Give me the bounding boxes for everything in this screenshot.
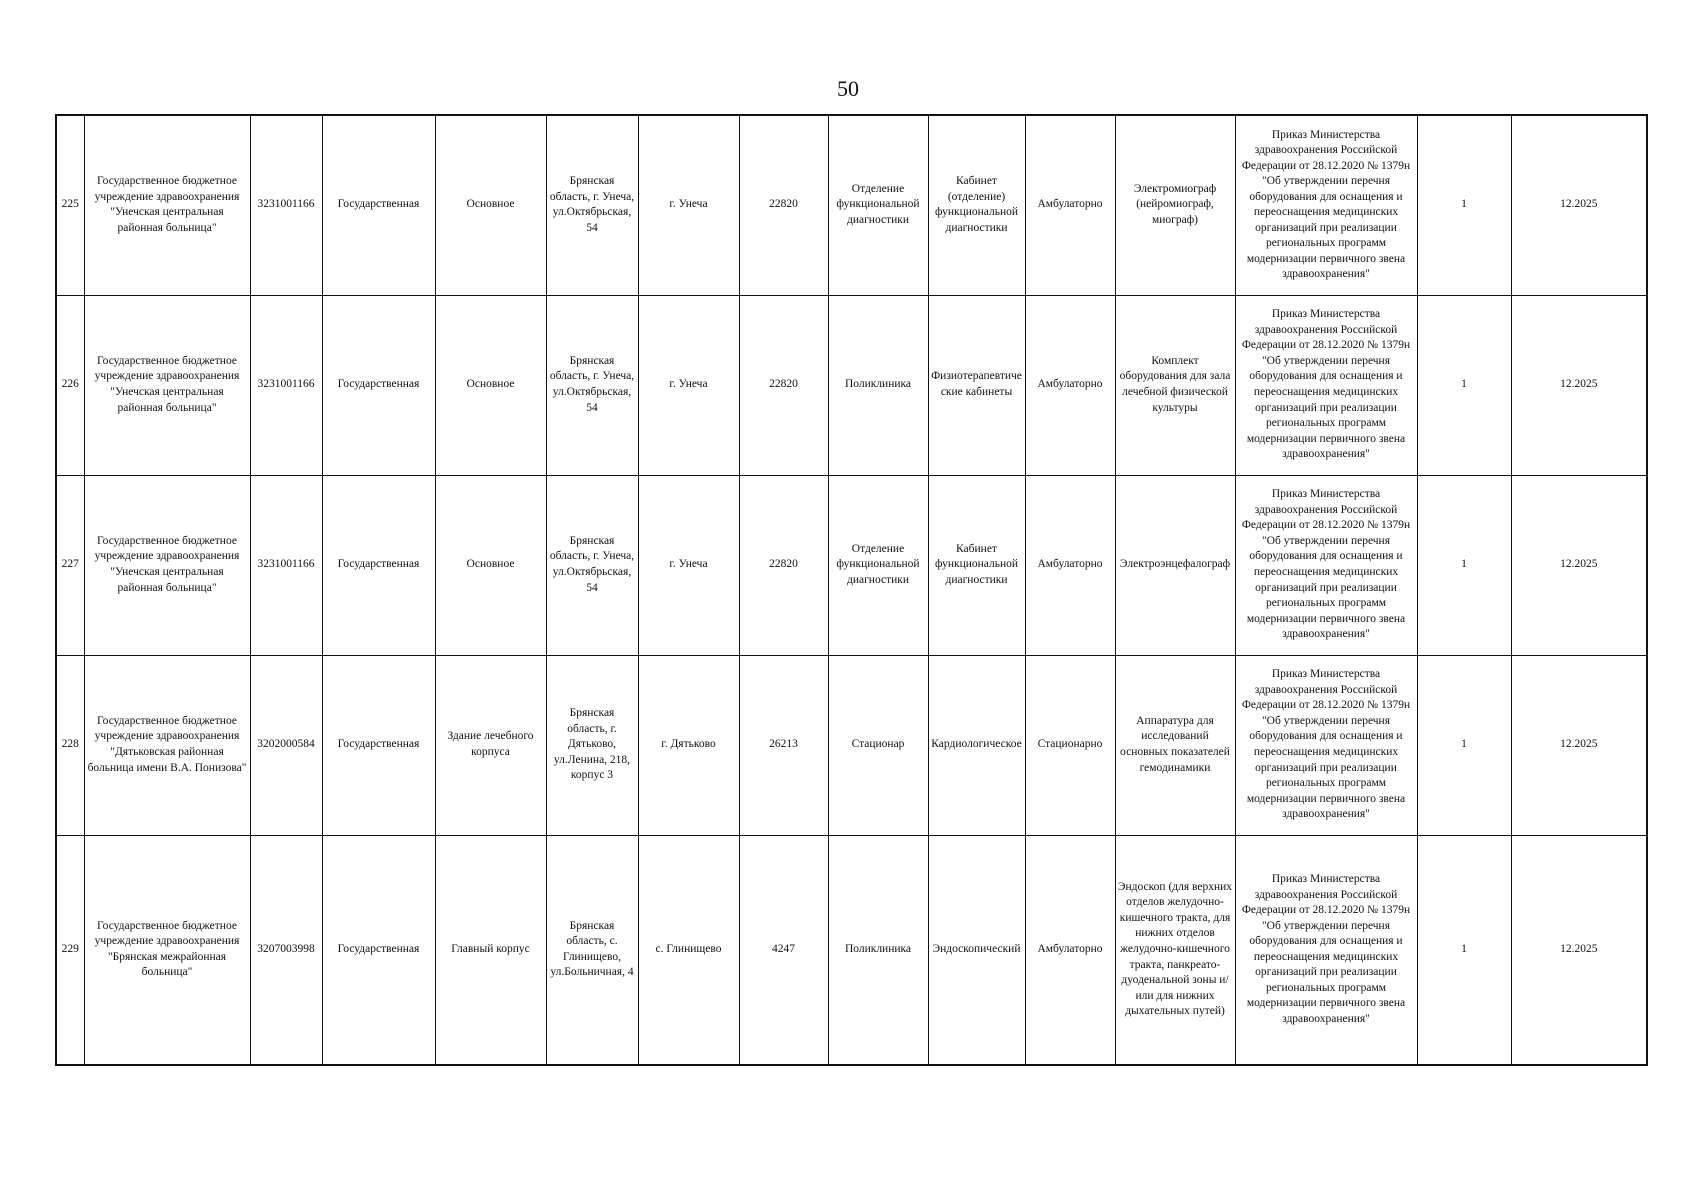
page-number: 50 <box>837 76 859 101</box>
row-number: 226 <box>56 295 84 475</box>
equipment: Комплект оборудования для зала лечебной физической культуры <box>1115 295 1235 475</box>
ownership-form: Государственная <box>322 655 435 835</box>
row-number: 229 <box>56 835 84 1065</box>
organization-name: Государственное бюджетное учреждение здравоохранения "Унечская центральная районная больница" <box>84 115 250 295</box>
organization-name: Государственное бюджетное учреждение здравоохранения "Дятьковская районная больница имени В.А. Понизова" <box>84 655 250 835</box>
delivery-date: 12.2025 <box>1511 295 1647 475</box>
ownership-form: Государственная <box>322 475 435 655</box>
quantity: 1 <box>1417 475 1511 655</box>
cabinet: Кардиологическое <box>928 655 1025 835</box>
ownership-form: Государственная <box>322 115 435 295</box>
delivery-date: 12.2025 <box>1511 655 1647 835</box>
address: Брянская область, г. Унеча, ул.Октябрьская, 54 <box>546 295 638 475</box>
cabinet: Эндоскопический <box>928 835 1025 1065</box>
regulatory-document: Приказ Министерства здравоохранения Российской Федерации от 28.12.2020 № 1379н "Об утверждении перечня оборудования для оснащения и переоснащения медицинских организаций при реализации региональных программ модернизации первичного звена здравоохранения" <box>1235 115 1417 295</box>
organization-name: Государственное бюджетное учреждение здравоохранения "Унечская центральная районная больница" <box>84 475 250 655</box>
address: Брянская область, г. Унеча, ул.Октябрьская, 54 <box>546 115 638 295</box>
equipment: Электроэнцефалограф <box>1115 475 1235 655</box>
department: Поликлиника <box>828 835 928 1065</box>
inn: 3231001166 <box>250 475 322 655</box>
population: 22820 <box>739 475 828 655</box>
care-condition: Амбулаторно <box>1025 475 1115 655</box>
building: Основное <box>435 115 546 295</box>
regulatory-document: Приказ Министерства здравоохранения Российской Федерации от 28.12.2020 № 1379н "Об утверждении перечня оборудования для оснащения и переоснащения медицинских организаций при реализации региональных программ модернизации первичного звена здравоохранения" <box>1235 295 1417 475</box>
address: Брянская область, с. Глинищево, ул.Больничная, 4 <box>546 835 638 1065</box>
row-number: 225 <box>56 115 84 295</box>
care-condition: Амбулаторно <box>1025 115 1115 295</box>
regulatory-document: Приказ Министерства здравоохранения Российской Федерации от 28.12.2020 № 1379н "Об утверждении перечня оборудования для оснащения и переоснащения медицинских организаций при реализации региональных программ модернизации первичного звена здравоохранения" <box>1235 655 1417 835</box>
department: Стационар <box>828 655 928 835</box>
table-row <box>56 115 1647 295</box>
address: Брянская область, г. Унеча, ул.Октябрьская, 54 <box>546 475 638 655</box>
table-row <box>56 475 1647 655</box>
organization-name: Государственное бюджетное учреждение здравоохранения "Брянская межрайонная больница" <box>84 835 250 1065</box>
row-number: 227 <box>56 475 84 655</box>
quantity: 1 <box>1417 835 1511 1065</box>
population: 22820 <box>739 295 828 475</box>
locality: г. Унеча <box>638 475 739 655</box>
regulatory-document: Приказ Министерства здравоохранения Российской Федерации от 28.12.2020 № 1379н "Об утверждении перечня оборудования для оснащения и переоснащения медицинских организаций при реализации региональных программ модернизации первичного звена здравоохранения" <box>1235 475 1417 655</box>
equipment-registry-table <box>55 114 1648 1066</box>
department: Отделение функциональной диагностики <box>828 115 928 295</box>
cabinet: Кабинет функциональной диагностики <box>928 475 1025 655</box>
cabinet: Кабинет (отделение) функциональной диагностики <box>928 115 1025 295</box>
quantity: 1 <box>1417 655 1511 835</box>
population: 26213 <box>739 655 828 835</box>
quantity: 1 <box>1417 115 1511 295</box>
inn: 3207003998 <box>250 835 322 1065</box>
department: Поликлиника <box>828 295 928 475</box>
organization-name: Государственное бюджетное учреждение здравоохранения "Унечская центральная районная больница" <box>84 295 250 475</box>
delivery-date: 12.2025 <box>1511 835 1647 1065</box>
quantity: 1 <box>1417 295 1511 475</box>
table-row <box>56 655 1647 835</box>
inn: 3202000584 <box>250 655 322 835</box>
equipment: Аппаратура для исследований основных показателей гемодинамики <box>1115 655 1235 835</box>
care-condition: Стационарно <box>1025 655 1115 835</box>
care-condition: Амбулаторно <box>1025 835 1115 1065</box>
locality: г. Унеча <box>638 115 739 295</box>
locality: с. Глинищево <box>638 835 739 1065</box>
care-condition: Амбулаторно <box>1025 295 1115 475</box>
building: Здание лечебного корпуса <box>435 655 546 835</box>
locality: г. Унеча <box>638 295 739 475</box>
cabinet: Физиотерапевтические кабинеты <box>928 295 1025 475</box>
delivery-date: 12.2025 <box>1511 475 1647 655</box>
inn: 3231001166 <box>250 115 322 295</box>
row-number: 228 <box>56 655 84 835</box>
department: Отделение функциональной диагностики <box>828 475 928 655</box>
address: Брянская область, г. Дятьково, ул.Ленина, 218, корпус 3 <box>546 655 638 835</box>
building: Главный корпус <box>435 835 546 1065</box>
equipment: Эндоскоп (для верхних отделов желудочно-кишечного тракта, для нижних отделов желудочно-кишечного тракта, панкреато-дуоденальной зоны и/или для нижних дыхательных путей) <box>1115 835 1235 1065</box>
population: 4247 <box>739 835 828 1065</box>
locality: г. Дятьково <box>638 655 739 835</box>
building: Основное <box>435 475 546 655</box>
ownership-form: Государственная <box>322 835 435 1065</box>
building: Основное <box>435 295 546 475</box>
table-row <box>56 295 1647 475</box>
inn: 3231001166 <box>250 295 322 475</box>
regulatory-document: Приказ Министерства здравоохранения Российской Федерации от 28.12.2020 № 1379н "Об утверждении перечня оборудования для оснащения и переоснащения медицинских организаций при реализации региональных программ модернизации первичного звена здравоохранения" <box>1235 835 1417 1065</box>
equipment: Электромиограф (нейромиограф, миограф) <box>1115 115 1235 295</box>
table-row <box>56 835 1647 1065</box>
delivery-date: 12.2025 <box>1511 115 1647 295</box>
ownership-form: Государственная <box>322 295 435 475</box>
population: 22820 <box>739 115 828 295</box>
